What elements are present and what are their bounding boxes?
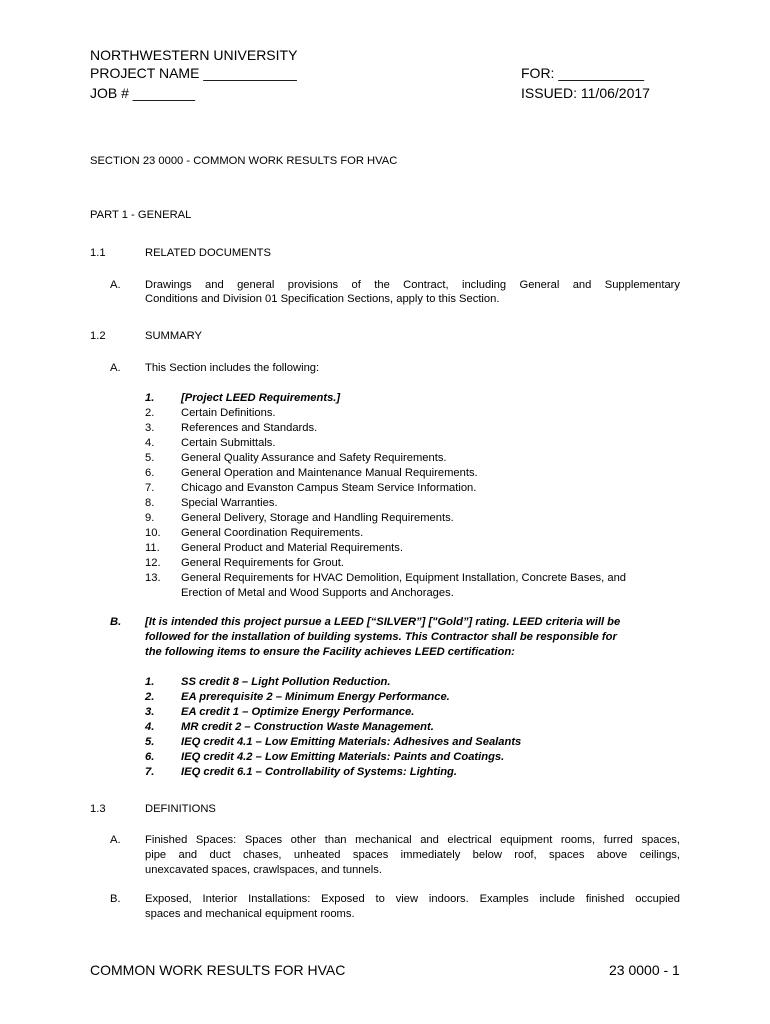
paragraph-letter: B. <box>110 893 121 905</box>
article-number: 1.1 <box>90 247 106 259</box>
paragraph-text-line: unexcavated spaces, crawlspaces, and tunnels. <box>145 864 382 876</box>
list-text: References and Standards. <box>181 422 318 434</box>
list-item <box>0 481 770 496</box>
list-item <box>0 436 770 451</box>
list-text: EA prerequisite 2 – Minimum Energy Performance. <box>181 691 450 703</box>
paragraph-text-line: Drawings and general provisions of the Contract, including General and Supplementary <box>145 279 680 291</box>
list-text: General Operation and Maintenance Manual Requirements. <box>181 467 478 479</box>
leed-list-item <box>0 720 770 735</box>
list-text: Special Warranties. <box>181 497 278 509</box>
summary-list <box>0 391 770 601</box>
list-number: 3. <box>145 422 155 434</box>
list-text: General Delivery, Storage and Handling Requirements. <box>181 512 454 524</box>
paragraph-letter: B. <box>110 616 122 628</box>
list-number: 6. <box>145 467 155 479</box>
paragraph-letter: A. <box>110 362 121 374</box>
list-number: 9. <box>145 512 155 524</box>
header-project-name: PROJECT NAME ____________ <box>90 65 297 81</box>
list-number: 4. <box>145 437 155 449</box>
list-text: EA credit 1 – Optimize Energy Performance. <box>181 706 415 718</box>
list-number: 7. <box>145 766 155 778</box>
paragraph-text-line: Exposed, Interior Installations: Exposed to view indoors. Examples include finished occupied <box>145 893 680 905</box>
list-item <box>0 526 770 541</box>
list-item <box>0 466 770 481</box>
article-title: DEFINITIONS <box>145 803 216 815</box>
list-item <box>0 571 770 586</box>
footer-title: COMMON WORK RESULTS FOR HVAC <box>90 962 346 978</box>
header-job-number: JOB # ________ <box>90 85 196 101</box>
list-number: 6. <box>145 751 155 763</box>
list-number: 12. <box>145 557 161 569</box>
leed-paragraph-line: the following items to ensure the Facility achieves LEED certification: <box>145 646 515 658</box>
list-text: MR credit 2 – Construction Waste Management. <box>181 721 434 733</box>
leed-list-item <box>0 705 770 720</box>
list-number: 5. <box>145 452 155 464</box>
list-text: Chicago and Evanston Campus Steam Service Information. <box>181 482 477 494</box>
paragraph-text-line: This Section includes the following: <box>145 362 320 374</box>
list-number: 2. <box>145 407 155 419</box>
paragraph-letter: A. <box>110 834 121 846</box>
list-item <box>0 421 770 436</box>
section-title: SECTION 23 0000 - COMMON WORK RESULTS FOR HVAC <box>90 155 398 167</box>
part-label: GENERAL <box>137 209 192 221</box>
paragraph-text-line: pipe and duct chases, unheated spaces immediately below roof, spaces above ceilings, <box>145 849 680 861</box>
paragraph-text-line: Finished Spaces: Spaces other than mechanical and electrical equipment rooms, furred spaces, <box>145 834 680 846</box>
article-title: RELATED DOCUMENTS <box>145 247 271 259</box>
list-text: IEQ credit 4.2 – Low Emitting Materials: Paints and Coatings. <box>181 751 505 763</box>
list-number: 3. <box>145 706 155 718</box>
article-title: SUMMARY <box>145 330 202 342</box>
list-item <box>0 496 770 511</box>
list-text: General Product and Material Requirements. <box>181 542 403 554</box>
list-text: General Quality Assurance and Safety Requirements. <box>181 452 447 464</box>
paragraph-text-line: Conditions and Division 01 Specification Sections, apply to this Section. <box>145 293 500 305</box>
list-number: 7. <box>145 482 155 494</box>
list-number: 10. <box>145 527 161 539</box>
header-university: NORTHWESTERN UNIVERSITY <box>90 47 298 63</box>
list-text: IEQ credit 4.1 – Low Emitting Materials: Adhesives and Sealants <box>181 736 522 748</box>
list-item-continuation <box>0 586 770 601</box>
list-number: 8. <box>145 497 155 509</box>
list-item <box>0 406 770 421</box>
list-text: General Requirements for Grout. <box>181 557 344 569</box>
leed-list-item <box>0 735 770 750</box>
list-text: General Requirements for HVAC Demolition, Equipment Installation, Concrete Bases, and <box>181 572 627 584</box>
list-number: 11. <box>145 542 160 554</box>
list-number: 1. <box>145 676 155 688</box>
list-text: Erection of Metal and Wood Supports and Anchorages. <box>181 587 454 599</box>
leed-list-item <box>0 690 770 705</box>
article-number: 1.2 <box>90 330 106 342</box>
list-number: 1. <box>145 392 155 404</box>
leed-list <box>0 675 770 780</box>
list-text: General Coordination Requirements. <box>181 527 364 539</box>
leed-paragraph-line: followed for the installation of building systems. This Contractor shall be responsible for <box>145 631 617 643</box>
paragraph-text-line: spaces and mechanical equipment rooms. <box>145 908 355 920</box>
list-number: 2. <box>145 691 155 703</box>
list-text: Certain Submittals. <box>181 437 276 449</box>
part-heading <box>90 208 191 223</box>
list-item <box>0 451 770 466</box>
list-text: Certain Definitions. <box>181 407 276 419</box>
list-text: SS credit 8 – Light Pollution Reduction. <box>181 676 391 688</box>
leed-list-item <box>0 750 770 765</box>
list-number: 4. <box>145 721 155 733</box>
header-for: FOR: ___________ <box>521 65 644 81</box>
list-number: 5. <box>145 736 155 748</box>
list-item <box>0 541 770 556</box>
list-number: 13. <box>145 572 161 584</box>
part-prefix: PART 1 - <box>90 209 138 221</box>
list-item <box>0 511 770 526</box>
list-text: IEQ credit 6.1 – Controllability of Systems: Lighting. <box>181 766 458 778</box>
header-issued: ISSUED: 11/06/2017 <box>521 85 650 101</box>
article-number: 1.3 <box>90 803 106 815</box>
leed-list-item <box>0 675 770 690</box>
leed-paragraph-line: [It is intended this project pursue a LEED [“SILVER”] ["Gold”] rating. LEED criteria will be <box>145 616 621 628</box>
leed-list-item <box>0 765 770 780</box>
list-item <box>0 391 770 406</box>
list-item <box>0 556 770 571</box>
list-text: [Project LEED Requirements.] <box>181 392 341 404</box>
footer-page-number: 23 0000 - 1 <box>609 962 680 978</box>
paragraph-letter: A. <box>110 279 121 291</box>
